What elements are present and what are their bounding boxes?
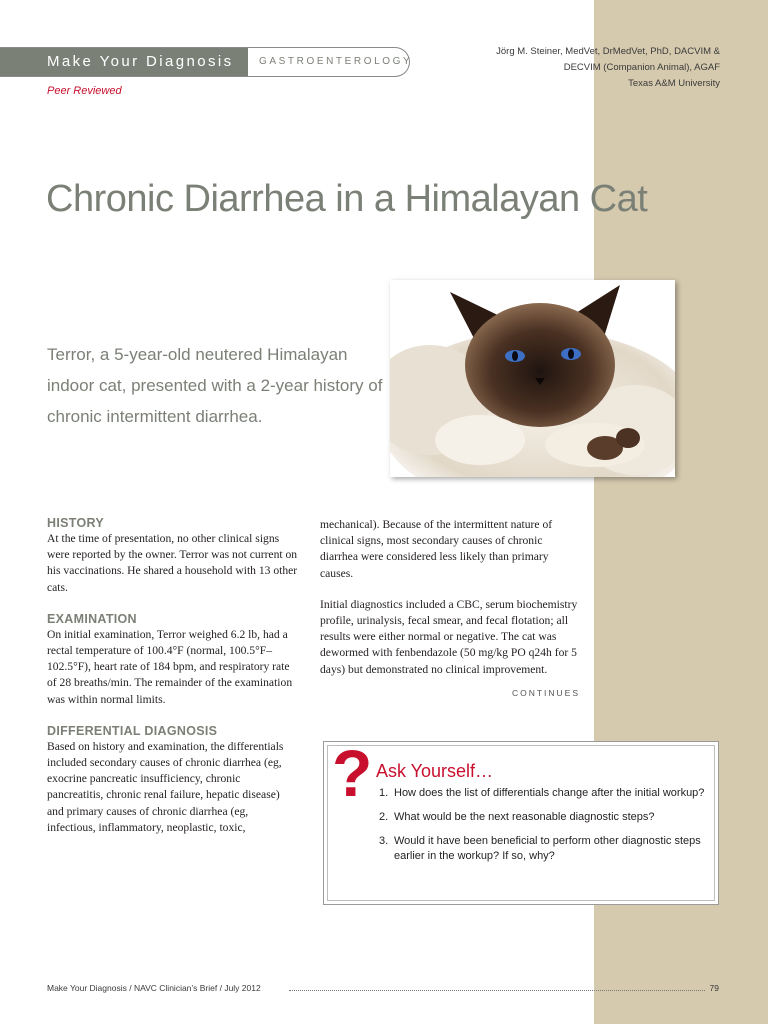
- footer-leader-dots: [289, 990, 705, 991]
- differential-text: Based on history and examination, the differentials included secondary causes of chronic diarrhea (eg, exocrine pancreatic insufficiency, chronic pancreatitis, chronic renal failure, hepatic disease) and primary causes of chronic diarrhea (eg, infectious, inflammatory, neoplastic, toxic,: [47, 739, 284, 834]
- lede-paragraph: Terror, a 5-year-old neutered Himalayan indoor cat, presented with a 2-year history of chronic intermittent diarrhea.: [47, 345, 383, 426]
- question-item: [379, 810, 709, 825]
- category-label: GASTROENTEROLOGY: [259, 56, 413, 67]
- history-text: At the time of presentation, no other clinical signs were reported by the owner. Terror was not current on his vaccinations. He shared a household with 13 other cats.: [47, 532, 298, 594]
- history-heading: HISTORY: [47, 516, 104, 530]
- left-column: [47, 515, 299, 851]
- ask-yourself-title: Ask Yourself…: [376, 761, 494, 781]
- question-list: [379, 786, 709, 873]
- question-text: Would it have been beneficial to perform other diagnostic steps earlier in the workup? If so, why?: [394, 835, 701, 862]
- question-number: 2.: [379, 811, 389, 823]
- examination-text: On initial examination, Terror weighed 6.2 lb, had a rectal temperature of 100.4°F (normal, 100.5°F–102.5°F), heart rate of 184 bpm, and respiratory rate of 28 breaths/min. The remainder of the examination was within normal limits.: [47, 627, 293, 706]
- ask-yourself-box: [323, 736, 719, 905]
- question-text: How does the list of differentials change after the initial workup?: [394, 787, 705, 799]
- question-mark-icon: ?: [332, 736, 373, 810]
- diagnostics-text: Initial diagnostics included a CBC, serum biochemistry profile, urinalysis, fecal smear, and fecal flotation; all results were either normal or negative. The cat was dewormed with fenbendazole (50 mg/kg PO q24h for 5 days) but demonstrated no clinical improvement.: [320, 597, 578, 676]
- cat-photo: [390, 280, 675, 477]
- question-number: 3.: [379, 835, 389, 847]
- section-title: Make Your Diagnosis: [0, 48, 248, 76]
- continued-text: mechanical). Because of the intermittent nature of clinical signs, most secondary causes of chronic diarrhea were considered less likely than primary causes.: [320, 518, 553, 580]
- question-text: What would be the next reasonable diagnostic steps?: [394, 811, 655, 823]
- himalayan-cat-illustration: [390, 280, 675, 477]
- right-column: [320, 517, 580, 701]
- question-item: [379, 786, 709, 801]
- question-number: 1.: [379, 787, 389, 799]
- footer-text: Make Your Diagnosis / NAVC Clinician’s Brief / July 2012: [47, 983, 261, 993]
- continues-label: CONTINUES: [511, 687, 580, 698]
- page-footer: [47, 983, 719, 993]
- article-title: Chronic Diarrhea in a Himalayan Cat: [46, 178, 648, 220]
- section-header: [0, 47, 413, 77]
- differential-heading: DIFFERENTIAL DIAGNOSIS: [47, 723, 218, 738]
- question-item: [379, 834, 709, 864]
- page-number: 79: [709, 983, 719, 993]
- peer-reviewed-label: Peer Reviewed: [47, 85, 122, 97]
- author-affiliation: Texas A&M University: [628, 78, 720, 89]
- author-block: [496, 44, 720, 92]
- examination-heading: EXAMINATION: [47, 611, 137, 626]
- author-name: Jörg M. Steiner, MedVet, DrMedVet, PhD, DACVIM &: [496, 46, 720, 57]
- author-credentials: DECVIM (Companion Animal), AGAF: [563, 62, 720, 73]
